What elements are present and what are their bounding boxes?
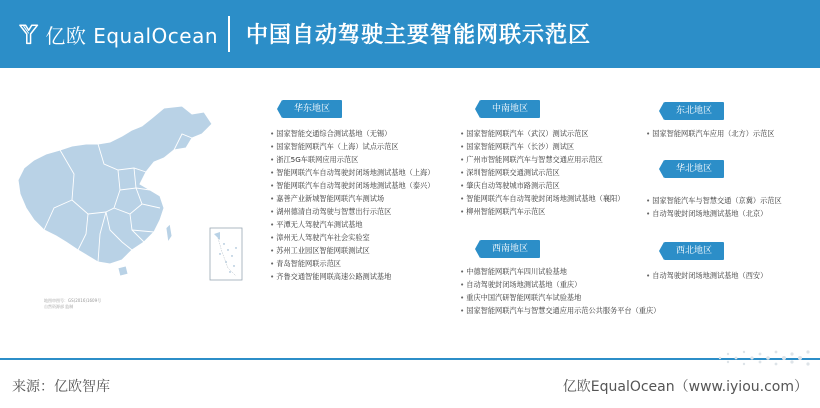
footer-divider (0, 358, 820, 360)
list-item: • 广州市智能网联汽车与智慧交通应用示范区 (460, 153, 624, 166)
region-badge-southwest: 西南地区 (480, 240, 540, 258)
region-badge-northwest: 西北地区 (664, 242, 724, 260)
header-divider (228, 16, 230, 52)
list-item: • 智能网联汽车自动驾驶封闭场地测试基地（上海） (270, 166, 434, 179)
list-item: • 国家智能网联汽车（武汉）测试示范区 (460, 127, 624, 140)
list-item: • 深圳智能网联交通测试示范区 (460, 166, 624, 179)
region-badge-east: 华东地区 (282, 100, 342, 118)
region-list-east (270, 127, 434, 283)
hainan-island (118, 266, 128, 276)
list-item: • 国家智能交通综合测试基地（无锡） (270, 127, 434, 140)
list-item: • 自动驾驶封闭场地测试基地（北京） (646, 207, 782, 220)
list-item: • 重庆中国汽研智能网联汽车试验基地 (460, 291, 660, 304)
list-item: • 自动驾驶封闭场地测试基地（重庆） (460, 278, 660, 291)
map-note-1: 地图审图号：GS(2016)1609号 (44, 298, 102, 303)
list-item: • 浙江5G车联网应用示范区 (270, 153, 434, 166)
list-item: • 自动驾驶封闭场地测试基地（西安） (646, 269, 767, 282)
region-list-southwest (460, 265, 660, 317)
list-item: • 国家智能汽车与智慧交通（京冀）示范区 (646, 194, 782, 207)
decorative-dots-icon (700, 348, 820, 370)
region-list-north (646, 194, 782, 220)
list-item: • 国家智能网联汽车应用（北方）示范区 (646, 127, 774, 140)
list-item: • 中德智能网联汽车四川试验基地 (460, 265, 660, 278)
region-badge-northeast: 东北地区 (664, 102, 724, 120)
china-map (14, 104, 246, 309)
logo-text: 亿欧 EqualOcean (45, 23, 218, 48)
china-map-graphic (14, 104, 246, 294)
region-list-central-south (460, 127, 624, 218)
page-title: 中国自动驾驶主要智能网联示范区 (246, 23, 592, 48)
region-badge-central-south: 中南地区 (480, 100, 540, 118)
list-item: • 苏州工业园区智能网联测试区 (270, 244, 434, 257)
list-item: • 漳州无人驾驶汽车社会实验室 (270, 231, 434, 244)
region-list-northwest (646, 269, 767, 282)
list-item: • 青岛智能网联示范区 (270, 257, 434, 270)
logo (18, 14, 218, 54)
header-bar (0, 0, 820, 68)
south-china-sea-inset (210, 228, 242, 280)
list-item: • 国家智能网联汽车与智慧交通应用示范公共服务平台（重庆） (460, 304, 660, 317)
list-item: • 平潭无人驾驶汽车测试基地 (270, 218, 434, 231)
list-item: • 湖州德清自动驾驶与智慧出行示范区 (270, 205, 434, 218)
list-item: • 智能网联汽车自动驾驶封闭场地测试基地（泰兴） (270, 179, 434, 192)
list-item: • 智能网联汽车自动驾驶封闭场地测试基地（襄阳） (460, 192, 624, 205)
brand-footer: 亿欧EqualOcean（www.iyiou.com） (562, 379, 808, 395)
list-item: • 嘉善产业新城智能网联汽车测试场 (270, 192, 434, 205)
list-item: • 国家智能网联汽车（上海）试点示范区 (270, 140, 434, 153)
taiwan-island (166, 224, 172, 242)
list-item: • 肇庆自动驾驶城市路测示范区 (460, 179, 624, 192)
map-note-2: 自然资源部 监制 (44, 304, 74, 309)
list-item: • 国家智能网联汽车（长沙）测试区 (460, 140, 624, 153)
source-label: 来源：亿欧智库 (12, 379, 110, 395)
list-item: • 柳州智能网联汽车示范区 (460, 205, 624, 218)
region-list-northeast (646, 127, 774, 140)
list-item: • 齐鲁交通智能网联高速公路测试基地 (270, 270, 434, 283)
logo-mark-icon (18, 16, 39, 52)
region-badge-north: 华北地区 (664, 160, 724, 178)
china-landmass (18, 106, 212, 264)
